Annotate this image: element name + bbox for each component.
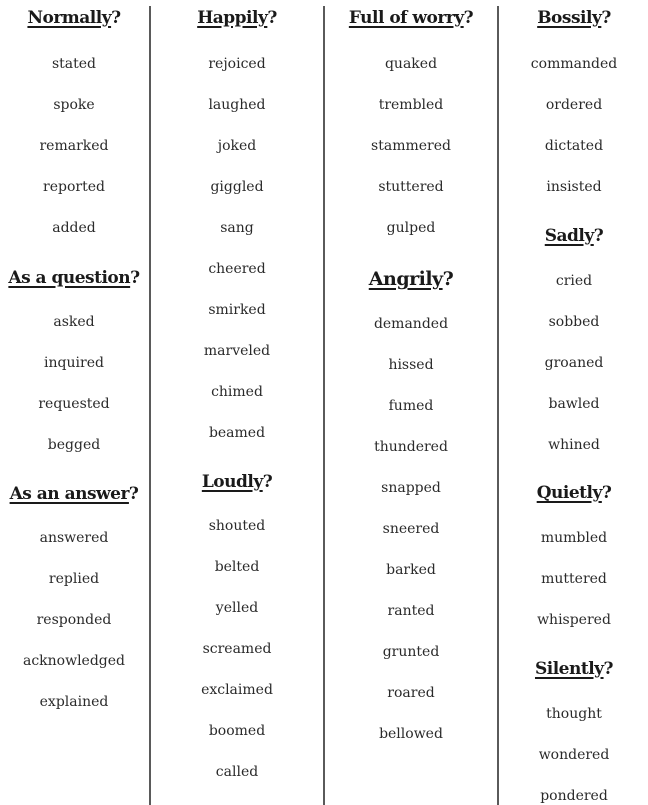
heading-loudly: Loudly? <box>201 472 273 492</box>
heading-silently: Silently? <box>534 659 614 679</box>
heading-quietly: Quietly? <box>536 483 612 503</box>
word-thought: thought <box>546 706 602 722</box>
column-divider <box>323 6 325 805</box>
heading-full-of-worry: Full of worry? <box>348 8 474 28</box>
word-gulped: gulped <box>386 220 436 236</box>
word-commanded: commanded <box>530 56 618 72</box>
word-giggled: giggled <box>210 179 264 195</box>
word-smirked: smirked <box>208 302 266 318</box>
word-groaned: groaned <box>544 355 604 371</box>
word-thundered: thundered <box>374 439 448 455</box>
heading-as-a-question: As a question? <box>8 268 140 288</box>
word-asked: asked <box>53 314 95 330</box>
word-spoke: spoke <box>53 97 95 113</box>
word-quaked: quaked <box>384 56 438 72</box>
word-whispered: whispered <box>537 612 611 628</box>
word-laughed: laughed <box>208 97 266 113</box>
word-remarked: remarked <box>39 138 109 154</box>
heading-normally: Normally? <box>27 8 121 28</box>
word-rejoiced: rejoiced <box>208 56 266 72</box>
heading-happily: Happily? <box>197 8 277 28</box>
word-muttered: muttered <box>541 571 607 587</box>
word-sobbed: sobbed <box>548 314 600 330</box>
column-3 <box>326 0 496 805</box>
word-begged: begged <box>47 437 101 453</box>
word-trembled: trembled <box>378 97 444 113</box>
word-boomed: boomed <box>208 723 266 739</box>
word-inquired: inquired <box>44 355 104 371</box>
word-hissed: hissed <box>388 357 434 373</box>
word-cheered: cheered <box>208 261 266 277</box>
word-demanded: demanded <box>373 316 449 332</box>
word-exclaimed: exclaimed <box>201 682 273 698</box>
word-belted: belted <box>214 559 260 575</box>
column-divider <box>149 6 151 805</box>
heading-bossily: Bossily? <box>537 8 611 28</box>
word-chimed: chimed <box>211 384 263 400</box>
word-joked: joked <box>217 138 257 154</box>
word-shouted: shouted <box>208 518 266 534</box>
word-added: added <box>52 220 96 236</box>
word-whined: whined <box>548 437 600 453</box>
word-grunted: grunted <box>382 644 440 660</box>
word-ranted: ranted <box>387 603 435 619</box>
word-yelled: yelled <box>215 600 259 616</box>
word-sang: sang <box>220 220 254 236</box>
word-screamed: screamed <box>202 641 272 657</box>
word-answered: answered <box>39 530 109 546</box>
word-beamed: beamed <box>208 425 266 441</box>
word-sneered: sneered <box>382 521 440 537</box>
word-dictated: dictated <box>544 138 604 154</box>
word-stammered: stammered <box>371 138 451 154</box>
word-pondered: pondered <box>540 788 608 804</box>
word-bawled: bawled <box>548 396 600 412</box>
word-insisted: insisted <box>546 179 602 195</box>
word-reported: reported <box>43 179 105 195</box>
column-2 <box>152 0 322 805</box>
column-divider <box>497 6 499 805</box>
heading-as-an-answer: As an answer? <box>9 484 139 504</box>
word-stated: stated <box>51 56 97 72</box>
word-barked: barked <box>386 562 436 578</box>
word-cried: cried <box>555 273 593 289</box>
word-called: called <box>215 764 259 780</box>
word-replied: replied <box>48 571 100 587</box>
word-fumed: fumed <box>388 398 434 414</box>
word-bellowed: bellowed <box>379 726 443 742</box>
column-4 <box>500 0 648 805</box>
word-acknowledged: acknowledged <box>22 653 126 669</box>
word-requested: requested <box>38 396 110 412</box>
word-roared: roared <box>387 685 435 701</box>
heading-angrily: Angrily? <box>368 268 454 290</box>
word-mumbled: mumbled <box>540 530 608 546</box>
word-ordered: ordered <box>545 97 603 113</box>
heading-sadly: Sadly? <box>544 226 604 246</box>
column-1 <box>0 0 148 805</box>
word-marveled: marveled <box>203 343 271 359</box>
word-wondered: wondered <box>538 747 610 763</box>
word-responded: responded <box>36 612 112 628</box>
word-explained: explained <box>39 694 109 710</box>
word-snapped: snapped <box>381 480 441 496</box>
word-stuttered: stuttered <box>378 179 444 195</box>
